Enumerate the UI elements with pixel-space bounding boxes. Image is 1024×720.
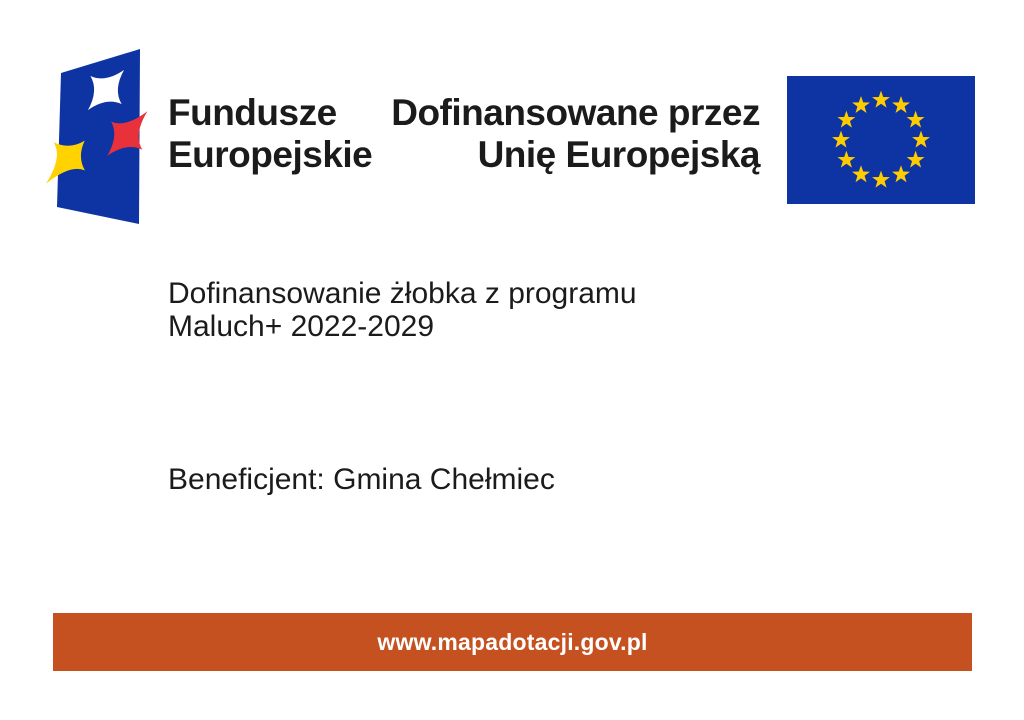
program-line2: Maluch+ 2022-2029 [168, 310, 435, 343]
footer-url-text: www.mapadotacji.gov.pl [377, 628, 648, 655]
fe-wordmark-line2: Europejskie [168, 134, 373, 175]
fe-logo-wordmark [168, 92, 372, 176]
footer-bar [53, 613, 972, 671]
funded-by-line1: Dofinansowane przez [391, 92, 760, 133]
fundusze-europejskie-logo-icon [45, 46, 157, 226]
program-line1: Dofinansowanie żłobka z programu [168, 277, 637, 310]
beneficiary-text: Beneficjent: Gmina Chełmiec [168, 463, 555, 496]
funded-by-line2: Unię Europejską [477, 134, 760, 175]
funded-by-eu-text [391, 92, 760, 176]
eu-flag-icon [787, 76, 975, 204]
fe-wordmark-line1: Fundusze [168, 92, 337, 133]
program-description [168, 277, 637, 343]
